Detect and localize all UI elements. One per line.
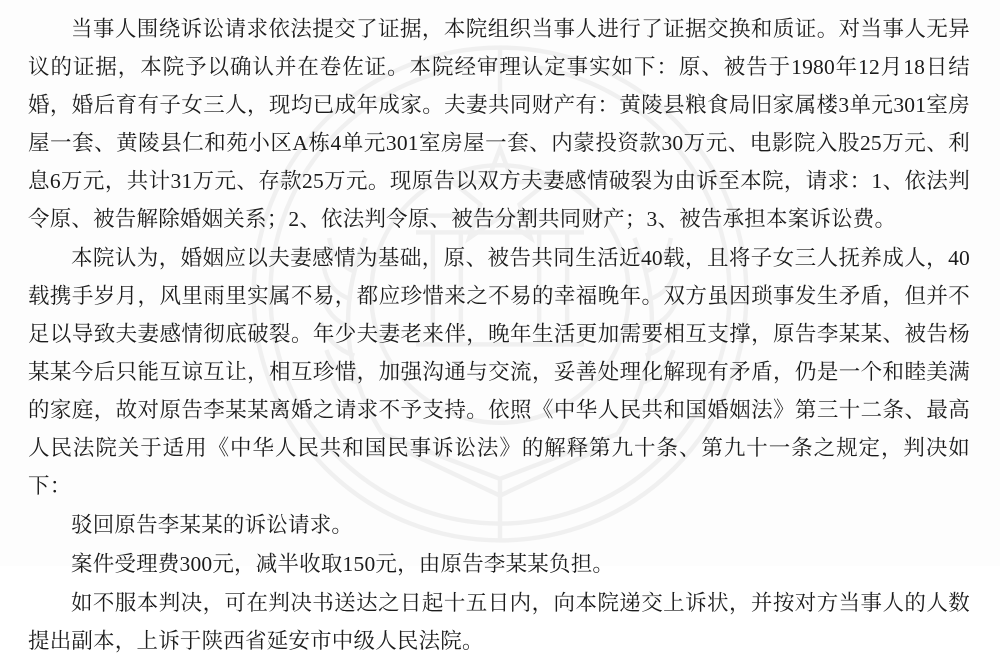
paragraph-case-fee: 案件受理费300元，减半收取150元，由原告李某某负担。 [71,552,615,576]
paragraph-evidence-and-facts: 当事人围绕诉讼请求依法提交了证据，本院组织当事人进行了证据交换和质证。对当事人无异议的证据，本院予以确认并在卷佐证。本院经审理认定事实如下：原、被告于1980年12月18日结婚，婚后育有子女三人，现均已成年成家。夫妻共同财产有：黄陵县粮食局旧家属楼3单元301室房屋一套、黄陵县仁和苑小区A栋4单元301室房屋一套、内蒙投资款30万元、电影院入股25万元、利息6万元，共计31万元、存款25万元。现原告以双方夫妻感情破裂为由诉至本院，请求：1、依法判令原、被告解除婚姻关系；2、依法判令原、被告分割共同财产；3、被告承担本案诉讼费。 [28,17,970,231]
paragraph-court-opinion: 本院认为，婚姻应以夫妻感情为基础，原、被告共同生活近40载，且将子女三人抚养成人，40载携手岁月，风里雨里实属不易，都应珍惜来之不易的幸福晚年。双方虽因琐事发生矛盾，但并不足以导致夫妻感情彻底破裂。年少夫妻老来伴，晚年生活更加需要相互支撑，原告李某某、被告杨某某今后只能互谅互让，相互珍惜，加强沟通与交流，妥善处理化解现有矛盾，仍是一个和睦美满的家庭，故对原告李某某离婚之请求不予支持。依照《中华人民共和国婚姻法》第三十二条、最高人民法院关于适用《中华人民共和国民事诉讼法》的解释第九十条、第九十一条之规定，判决如下： [28,246,970,498]
paragraph-appeal-notice: 如不服本判决，可在判决书送达之日起十五日内，向本院递交上诉状，并按对方当事人的人数提出副本，上诉于陕西省延安市中级人民法院。 [28,591,970,653]
paragraph-ruling-dismissal: 驳回原告李某某的诉讼请求。 [71,513,354,537]
